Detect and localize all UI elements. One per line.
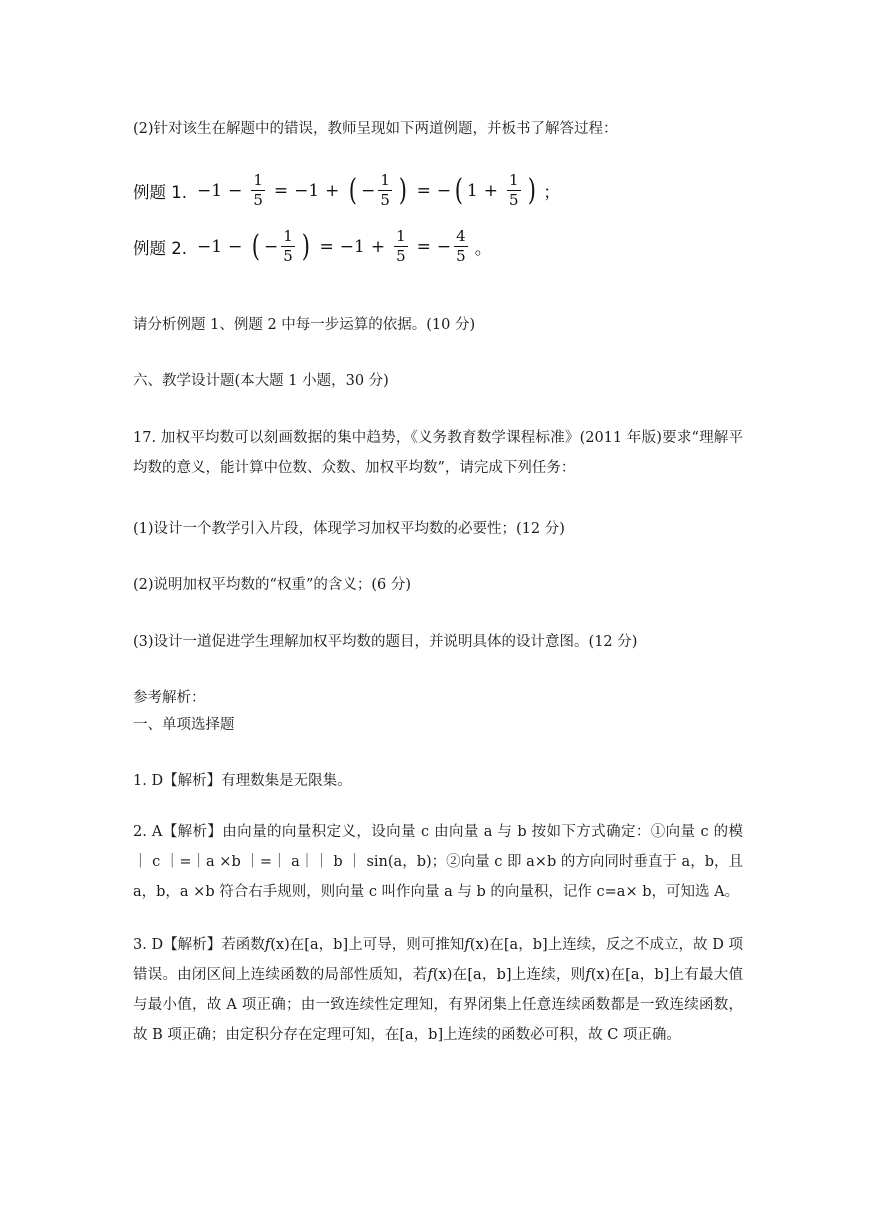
example-2-label: 例题 2. bbox=[133, 238, 187, 258]
example-1 bbox=[133, 173, 560, 208]
ex1-right-paren: ) bbox=[398, 172, 407, 208]
ex1-fraction bbox=[507, 173, 521, 208]
ex1-fraction bbox=[378, 173, 392, 208]
question-17-task-3: (3)设计一道促进学生理解加权平均数的题目，并说明具体的设计意图。(12 分) bbox=[133, 634, 638, 650]
ex1-sign: − bbox=[361, 180, 376, 201]
ex2-operator: + bbox=[370, 236, 386, 257]
fraction-denominator: 5 bbox=[508, 191, 519, 209]
fraction-denominator: 5 bbox=[380, 191, 390, 209]
fraction-numerator: 1 bbox=[380, 171, 390, 189]
question-17-task-2: (2)说明加权平均数的“权重”的含义；(6 分) bbox=[133, 577, 412, 593]
intro-text: (2)针对该生在解题中的错误，教师呈现如下两道例题，并板书了解答过程： bbox=[133, 121, 618, 137]
ex2-fraction bbox=[394, 229, 408, 264]
ex2-left-paren: ( bbox=[252, 228, 261, 264]
ex2-fraction bbox=[281, 229, 295, 264]
ex1-left-paren: ( bbox=[454, 172, 464, 208]
fraction-denominator: 5 bbox=[253, 191, 263, 209]
fraction-numerator: 1 bbox=[253, 171, 263, 189]
ex1-end-punct: ； bbox=[543, 183, 561, 203]
section-heading-6: 六、教学设计题(本大题 1 小题，30 分) bbox=[133, 373, 389, 389]
ex1-operator: − bbox=[228, 180, 243, 201]
fraction-numerator: 4 bbox=[456, 227, 466, 245]
ex1-term: −1 bbox=[294, 180, 320, 201]
ex2-equals: = bbox=[319, 236, 334, 257]
fraction-numerator: 1 bbox=[283, 227, 293, 245]
ex2-sign: − bbox=[264, 236, 279, 257]
ex1-sign: − bbox=[436, 180, 452, 201]
ex1-equals: = bbox=[273, 180, 289, 201]
example-1-label: 例题 1. bbox=[133, 182, 187, 202]
section-heading-1: 一、单项选择题 bbox=[133, 717, 235, 733]
ex1-left-paren: ( bbox=[349, 172, 358, 208]
ex2-term: −1 bbox=[339, 236, 365, 257]
question-17-task-1: (1)设计一个教学引入片段，体现学习加权平均数的必要性；(12 分) bbox=[133, 521, 565, 537]
fraction-numerator: 1 bbox=[396, 227, 406, 245]
ex1-term: −1 bbox=[197, 180, 223, 201]
ex2-end-punct: 。 bbox=[474, 239, 492, 259]
ex2-term: −1 bbox=[197, 236, 223, 257]
fraction-denominator: 5 bbox=[456, 247, 466, 265]
fraction-numerator: 1 bbox=[508, 171, 519, 189]
reference-title: 参考解析： bbox=[133, 690, 206, 706]
fraction-denominator: 5 bbox=[396, 247, 406, 265]
ex1-fraction bbox=[251, 173, 265, 208]
question-17: 17. 加权平均数可以刻画数据的集中趋势，《义务教育数学课程标准》(2011 年版)要求“理解平均数的意义，能计算中位数、众数、加权平均数”，请完成下列任务： bbox=[133, 430, 743, 476]
answer-1: 1. D【解析】有理数集是无限集。 bbox=[133, 773, 352, 789]
task-prompt: 请分析例题 1、例题 2 中每一步运算的依据。(10 分) bbox=[133, 317, 476, 333]
answer-2: 2. A【解析】由向量的向量积定义，设向量 c 由向量 a 与 b 按如下方式确定：①向量 c 的模 ｜ c ｜=｜a ×b ｜=｜ a｜｜ b ｜ sin(a，b)；②向量 c 即 a×b 的方向同时垂直于 a，b，且 a，b，a ×b 符合右手规则，则向量 c 叫作向量 a 与 b 的向量积，记作 c=a× b，可知选 A。 bbox=[133, 824, 743, 900]
example-2 bbox=[133, 229, 492, 264]
ex1-operator: + bbox=[325, 180, 340, 201]
ex1-operator: + bbox=[483, 180, 498, 201]
ex2-equals: = bbox=[416, 236, 431, 257]
ex2-operator: − bbox=[228, 236, 243, 257]
ex2-fraction bbox=[454, 229, 468, 264]
ex1-term: 1 bbox=[466, 180, 478, 201]
answer-3: 3. D【解析】若函数𝑓(x)在[a，b]上可导，则可推知𝑓(x)在[a，b]上连续，反之不成立，故 D 项错误。由闭区间上连续函数的局部性质知，若𝑓(x)在[a，b]上连续，则𝑓(x)在[a，b]上有最大值与最小值，故 A 项正确；由一致连续性定理知，有界闭集上任意连续函数都是一致连续函数，故 B 项正确；由定积分存在定理可知，在[a，b]上连续的函数必可积，故 C 项正确。 bbox=[133, 937, 743, 1043]
ex1-equals: = bbox=[416, 180, 431, 201]
ex1-right-paren: ) bbox=[527, 172, 536, 208]
ex2-right-paren: ) bbox=[301, 228, 310, 264]
ex2-sign: − bbox=[436, 236, 452, 257]
fraction-denominator: 5 bbox=[283, 247, 293, 265]
